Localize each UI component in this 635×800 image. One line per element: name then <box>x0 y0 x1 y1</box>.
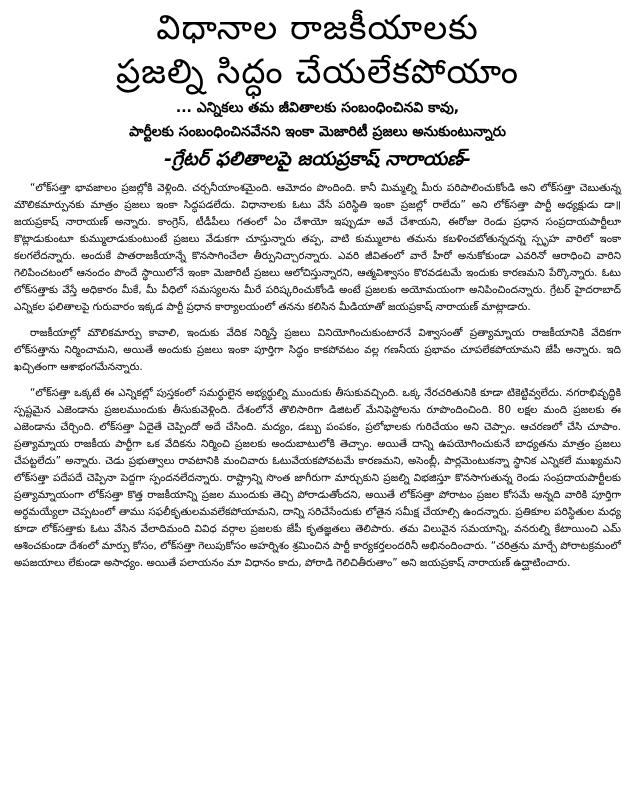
subheadline-line-1: ... ఎన్నికలు తమ జీవితాలకు సంబంధించినవి కావు, <box>175 100 460 116</box>
headline-line-1: విధానాల రాజకీయాలకు <box>156 8 479 48</box>
byline: -గ్రేటర్ ఫలితాలపై జయప్రకాష్ నారాయణ్- <box>164 148 471 170</box>
body-paragraph-1: “లోక్‌సత్తా భావజాలం ప్రజల్లోకి వెళ్లింది. చర్చనీయాంశమైంది. ఆమోదం పొందింది. కానీ మిమ్మల్ని మీరు పరిపాలించుకోండి అని లోక్‌సత్తా చెబుతున్న మౌలికమార్పునకు మాత్రం ప్రజలు ఇంకా సిద్ధపడలేదు. విధానాలకు ఓటు వేసే పరిస్థితి ఇంకా ప్రజల్లో రాలేదు” అని లోక్‌సత్తా పార్టీ అధ్యక్షుడు డా॥ జయప్రకాష్ నారాయణ్ అన్నారు. కాంగ్రెస్, టీడీపీలు గతంలో ఏం చేశాయో ఇప్పుడూ అవే చేశాయని, ఈరోజు రెండు ప్రధాన సంప్రదాయపార్టీలూ కొట్లాడుకుంటూ కుమ్ములాడుకుంటుంటే ప్రజలు వేడుకగా చూస్తున్నారు తప్ప, వాటి కుమ్ములాట తమను కబళించబోతున్నదన్న స్పృహ వారిలో ఇంకా కలగలేదన్నారు. అందుకే పాతరాజకీయాన్నే కొనసాగించేలా తీర్పునిచ్చారన్నారు. ఎవరి జీవితంలో వారే హీరో అనుకోకుండా ఎవరినో ఆరాధించి వారిని గెలిపించటంలో ఆనందం పొందే స్థాయిలోనే ఇంకా మెజారిటీ ప్రజలు ఆలోచిస్తున్నారని, ఆత్మవిశ్వాసం కొరవడటమే ఇందుకు కారణమని పేర్కొన్నారు. ఓటు లోక్‌సత్తాకు వేస్తే అధికారం మీకే, మీ వీధిలో సమస్యలను మీరే పరిష్కరించుకోండి అంటే ప్రజలకు అయోమయంగా అనిపించిందన్నారు. గ్రేటర్ హైదరాబాద్ ఎన్నికల ఫలితాలపై గురువారం ఇక్కడ పార్టీ ప్రధాన కార్యాలయంలో తనను కలిసిన మీడియాతో జయప్రకాష్ నారాయణ్ మాట్లాడారు. <box>14 182 621 313</box>
subheadline-line-2: పార్టీలకు సంబంధించినవేనని ఇంకా మెజారిటీ ప్రజలు అనుకుంటున్నారు <box>129 124 506 140</box>
headline-line-2: ప్రజల్ని సిద్ధం చేయలేకపోయాం <box>116 52 519 92</box>
body-paragraph-2: రాజకీయాల్లో మౌలికమార్పు కావాలి, ఇందుకు వేదిక నిర్మిస్తే ప్రజలు వినియోగించుకుంటారనే విశ్వాసంతో ప్రత్యామ్నాయ రాజకీయానికి వేదికగా లోక్‌సత్తాను నిర్మించామని, అయితే అందుకు ప్రజలు ఇంకా పూర్తిగా సిద్ధం కాకపోవటం వల్ల గణనీయ ప్రభావం చూపలేకపోయామని జేపీ అన్నారు. ఇది ఖచ్చితంగా ఆశాభంగమేనన్నారు. <box>14 327 621 373</box>
body-paragraph-3: “లోక్‌సత్తా ఒక్కటే ఈ ఎన్నికల్లో పుస్తకంలో సమర్థులైన అభ్యర్థుల్ని ముందుకు తీసుకువచ్చింది. ఒక్క నేరచరితునికి కూడా టికెట్టివ్వలేదు. నగరాభివృద్ధికి స్పష్టమైన ఎజెండాను ప్రజలముందుకు తీసుకువెళ్లింది. దేశంలోనే తొలిసారిగా డిజిటల్ మేనిఫెస్టోలను రూపొందించింది. 80 లక్షల మంది ప్రజలకు ఈ ఎజెండాను చేర్చింది. లోక్‌సత్తా ఏదైతే చెప్పిందో అదే చేసింది. మద్యం, డబ్బు పంపకం, ప్రలోభాలకు గురిచేయం అని చెప్పాం. ఆచరణలో చేసి చూపాం. ప్రత్యామ్నాయ రాజకీయ పార్టీగా ఒక వేదికను నిర్మించి ప్రజలకు అందుబాటులోకి తెచ్చాం. అయితే దాన్ని ఉపయోగించుకునే బాధ్యతను మాత్రం ప్రజలు చేపట్టలేదు” అన్నారు. చెడు ప్రభుత్వాలు రావటానికి మంచివారు ఓటువేయకపోవటమే కారణమని, అసెంబ్లీ, పార్లమెంటుకన్నా స్థానిక ఎన్నికలే ముఖ్యమని లోక్‌సత్తా పదేపదే చెప్పినా పెద్దగా స్పందనలేదన్నారు. రాష్ట్రాన్ని సొంత జాగీరుగా మార్చుకుని ప్రజల్ని విభజిస్తూ కొనసాగుతున్న రెండు సంప్రదాయపార్టీలకు ప్రత్యామ్నాయంగా లోక్‌సత్తా కొత్త రాజకీయాన్ని ప్రజల ముందుకు తెచ్చి పోరాడుతోందని, అయితే లోక్‌సత్తా పోరాటం ప్రజల కోసమే అన్నది వారికి పూర్తిగా అర్థమయ్యేలా చెప్పటంలో తాము సఫలీకృతులమవలేకపోయామని, దాన్ని సరిచేసేందుకు లోతైన సమీక్ష చేయాల్సి ఉందన్నారు. ప్రతికూల పరిస్థితుల మధ్య కూడా లోక్‌సత్తాకు ఓటు వేసిన వేలాదిమంది వివిధ వర్గాల ప్రజలకు జేపీ కృతజ్ఞతలు తెలిపారు. తమ విలువైన సమయాన్ని, వనరుల్ని కేటాయించి ఎమ్ ఆశించకుండా దేశంలో మార్పు కోసం, లోక్‌సత్తా గెలుపుకోసం అహర్నిశం శ్రమించిన పార్టీ కార్యకర్తలందరినీ అభినందించారు. “చరిత్రను మార్చే పోరాటక్రమంలో అపజయాలు లేకుండా అసాధ్యం. అయితే పలాయనం మా విధానం కాదు, పోరాడి గెలిచితీరుతాం” అని జయప్రకాష్ నారాయణ్ ఉద్ఘాటించారు. <box>14 387 621 569</box>
